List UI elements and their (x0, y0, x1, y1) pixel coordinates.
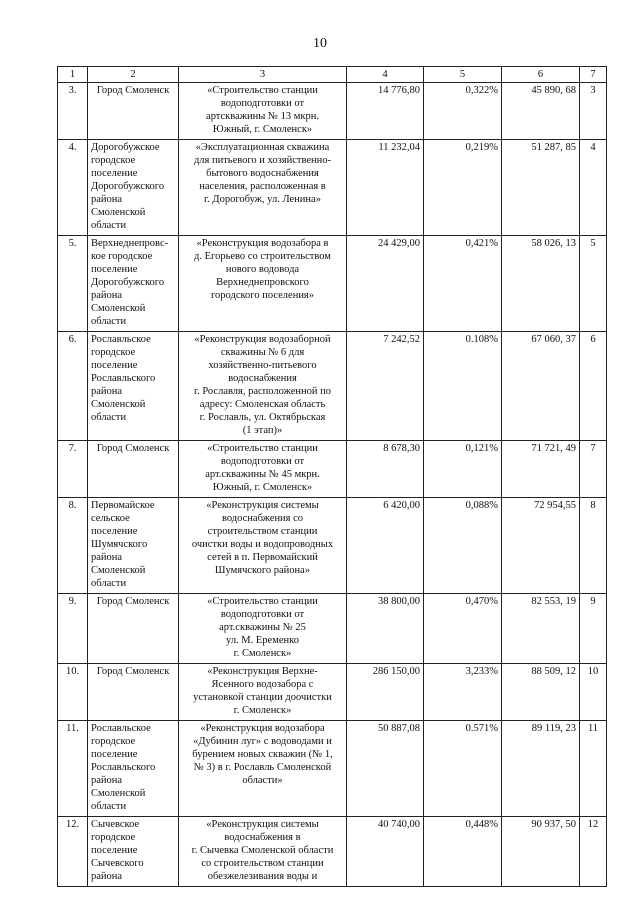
row-number-cell (58, 664, 88, 721)
percent-cell-text: 0,121% (465, 443, 498, 454)
municipality-cell (88, 817, 179, 887)
cumulative-cell (502, 817, 580, 887)
project-cell-text: «Эксплуатационная скважина для питьевого и хозяйственно- бытового водоснабжения населения, расположенная в г. Дорогобуж, ул. Ленина» (193, 142, 332, 205)
rank-cell (580, 817, 607, 887)
table-row (58, 498, 607, 594)
percent-cell-text: 0,448% (465, 819, 498, 830)
project-cell-text: «Строительство станции водоподготовки от арт.скважины № 45 мкрн. Южный, г. Смоленск» (205, 443, 320, 493)
row-number-cell-text: 10. (65, 666, 80, 677)
percent-cell-text: 0.108% (465, 334, 498, 345)
percent-cell-text: 0,470% (465, 596, 498, 607)
percent-cell-text: 3,233% (465, 666, 498, 677)
project-cell (179, 236, 347, 332)
row-number-cell-text: 3. (68, 85, 77, 96)
percent-cell-text: 0.571% (465, 723, 498, 734)
rank-cell (580, 83, 607, 140)
amount-cell-text: 40 740,00 (378, 819, 420, 830)
project-cell-text: «Строительство станции водоподготовки от арт.скважины № 25 ул. М. Еременко г. Смоленск» (207, 596, 318, 659)
percent-cell-text: 0,421% (465, 238, 498, 249)
municipality-cell-text: Город Смоленск (96, 85, 170, 96)
amount-cell (347, 441, 424, 498)
rank-cell-text: 4 (590, 142, 596, 153)
row-number-cell-text: 5. (68, 238, 77, 249)
percent-cell (424, 817, 502, 887)
row-number-cell (58, 817, 88, 887)
percent-cell (424, 664, 502, 721)
amount-cell-text: 50 887,08 (378, 723, 420, 734)
row-number-cell-text: 6. (68, 334, 77, 345)
row-number-cell (58, 441, 88, 498)
municipality-cell-text: Город Смоленск (96, 666, 170, 677)
amount-cell-text: 24 429,00 (378, 238, 420, 249)
cumulative-cell (502, 721, 580, 817)
amount-cell (347, 594, 424, 664)
amount-cell (347, 140, 424, 236)
cumulative-cell-text: 45 890, 68 (531, 85, 576, 96)
cumulative-cell-text: 88 509, 12 (531, 666, 576, 677)
table-row (58, 664, 607, 721)
project-cell-text: «Реконструкция водозаборной скважины № 6 для хозяйственно-питьевого водоснабжения г. Рославля, расположенной по адресу: Смоленская область г. Рославль, ул. Октябрьская (1 этап)» (193, 334, 332, 436)
cumulative-cell (502, 664, 580, 721)
project-cell-text: «Реконструкция водозабора «Дубинин луг» с водоводами и бурением новых скважин (№ 1, № 3) в г. Рославль Смоленской области» (192, 723, 333, 786)
rank-cell (580, 594, 607, 664)
row-number-cell-text: 8. (68, 500, 77, 511)
project-cell-text: «Реконструкция системы водоснабжения со строительством станции очистки воды и водопроводных сетей в п. Первомайский Шумячского района» (191, 500, 334, 576)
table-row (58, 817, 607, 887)
percent-cell-text: 0,219% (465, 142, 498, 153)
cumulative-cell (502, 498, 580, 594)
rank-cell (580, 140, 607, 236)
row-number-cell (58, 140, 88, 236)
cumulative-cell-text: 90 937, 50 (531, 819, 576, 830)
cumulative-cell-text: 82 553, 19 (531, 596, 576, 607)
cumulative-cell-text: 89 119, 23 (531, 723, 576, 734)
table-header-row (58, 67, 607, 83)
rank-cell-text: 7 (590, 443, 596, 454)
percent-cell (424, 140, 502, 236)
percent-cell (424, 83, 502, 140)
rank-cell-text: 3 (590, 85, 596, 96)
amount-cell (347, 664, 424, 721)
project-cell (179, 594, 347, 664)
cumulative-cell-text: 51 287, 85 (531, 142, 576, 153)
rank-cell (580, 721, 607, 817)
municipality-cell (88, 140, 179, 236)
cumulative-cell (502, 594, 580, 664)
municipality-cell-text: Город Смоленск (96, 596, 170, 607)
cumulative-cell (502, 332, 580, 441)
municipality-cell-text: Сычевское городское поселение Сычевского района (91, 819, 144, 882)
row-number-cell (58, 236, 88, 332)
project-cell (179, 817, 347, 887)
cumulative-cell (502, 441, 580, 498)
project-cell (179, 83, 347, 140)
project-cell-text: «Реконструкция Верхне- Ясенного водозабора с установкой станции доочистки г. Смоленск» (193, 666, 332, 716)
header-cell: 5 (424, 67, 502, 83)
row-number-cell (58, 332, 88, 441)
percent-cell (424, 441, 502, 498)
municipality-cell-text: Рославльское городское поселение Рославльского района Смоленской области (91, 723, 156, 812)
header-cell: 1 (58, 67, 88, 83)
cumulative-cell-text: 71 721, 49 (531, 443, 576, 454)
row-number-cell-text: 11. (66, 723, 79, 734)
table-row (58, 140, 607, 236)
row-number-cell-text: 4. (68, 142, 77, 153)
percent-cell (424, 498, 502, 594)
table-row (58, 332, 607, 441)
percent-cell (424, 236, 502, 332)
municipality-cell (88, 498, 179, 594)
rank-cell (580, 332, 607, 441)
project-cell (179, 140, 347, 236)
table-row (58, 236, 607, 332)
percent-cell-text: 0,322% (465, 85, 498, 96)
project-cell (179, 664, 347, 721)
cumulative-cell (502, 140, 580, 236)
rank-cell (580, 498, 607, 594)
municipality-cell (88, 594, 179, 664)
table-row (58, 721, 607, 817)
amount-cell (347, 332, 424, 441)
rank-cell-text: 11 (587, 723, 599, 734)
project-cell (179, 498, 347, 594)
percent-cell (424, 332, 502, 441)
header-cell: 4 (347, 67, 424, 83)
municipality-cell-text: Первомайское сельское поселение Шумячского района Смоленской области (91, 500, 155, 589)
rank-cell-text: 6 (590, 334, 596, 345)
amount-cell-text: 7 242,52 (383, 334, 420, 345)
rank-cell-text: 12 (587, 819, 599, 830)
municipality-cell (88, 332, 179, 441)
municipality-cell-text: Рославльское городское поселение Рославльского района Смоленской области (91, 334, 156, 423)
amount-cell (347, 817, 424, 887)
amount-cell-text: 286 150,00 (372, 666, 420, 677)
cumulative-cell-text: 67 060, 37 (531, 334, 576, 345)
amount-cell (347, 236, 424, 332)
percent-cell-text: 0,088% (465, 500, 498, 511)
rank-cell (580, 664, 607, 721)
rank-cell (580, 441, 607, 498)
header-cell: 3 (179, 67, 347, 83)
project-cell-text: «Реконструкция системы водоснабжения в г. Сычевка Смоленской области со строительством станции обезжелезивания воды и (191, 819, 334, 882)
row-number-cell-text: 7. (68, 443, 77, 454)
rank-cell-text: 5 (590, 238, 596, 249)
amount-cell-text: 38 800,00 (378, 596, 420, 607)
row-number-cell (58, 721, 88, 817)
amount-cell-text: 11 232,04 (378, 142, 420, 153)
table-row (58, 83, 607, 140)
municipality-cell (88, 441, 179, 498)
cumulative-cell (502, 236, 580, 332)
header-cell: 7 (580, 67, 607, 83)
rank-cell-text: 10 (587, 666, 599, 677)
cumulative-cell (502, 83, 580, 140)
percent-cell (424, 594, 502, 664)
page-number: 10 (313, 36, 327, 51)
amount-cell-text: 14 776,80 (378, 85, 420, 96)
row-number-cell (58, 83, 88, 140)
row-number-cell (58, 498, 88, 594)
table-row (58, 441, 607, 498)
cumulative-cell-text: 58 026, 13 (531, 238, 576, 249)
cumulative-cell-text: 72 954,55 (534, 500, 576, 511)
projects-table (57, 66, 607, 887)
percent-cell (424, 721, 502, 817)
project-cell-text: «Строительство станции водоподготовки от артскважины № 13 мкрн. Южный, г. Смоленск» (206, 85, 319, 135)
row-number-cell-text: 12. (65, 819, 80, 830)
municipality-cell (88, 721, 179, 817)
header-cell: 2 (88, 67, 179, 83)
rank-cell-text: 8 (590, 500, 596, 511)
municipality-cell-text: Город Смоленск (96, 443, 170, 454)
project-cell (179, 441, 347, 498)
amount-cell-text: 6 420,00 (383, 500, 420, 511)
municipality-cell-text: Верхнеднепровс- кое городское поселение Дорогобужского района Смоленской области (91, 238, 169, 327)
municipality-cell (88, 236, 179, 332)
project-cell (179, 721, 347, 817)
row-number-cell (58, 594, 88, 664)
amount-cell (347, 83, 424, 140)
rank-cell (580, 236, 607, 332)
rank-cell-text: 9 (590, 596, 596, 607)
header-cell: 6 (502, 67, 580, 83)
amount-cell (347, 721, 424, 817)
project-cell (179, 332, 347, 441)
amount-cell-text: 8 678,30 (383, 443, 420, 454)
row-number-cell-text: 9. (68, 596, 77, 607)
municipality-cell (88, 83, 179, 140)
municipality-cell (88, 664, 179, 721)
amount-cell (347, 498, 424, 594)
municipality-cell-text: Дорогобужское городское поселение Дорогобужского района Смоленской области (91, 142, 165, 231)
table-row (58, 594, 607, 664)
project-cell-text: «Реконструкция водозабора в д. Егорьево со строительством нового водовода Верхнеднепровского городского поселения» (194, 238, 331, 301)
